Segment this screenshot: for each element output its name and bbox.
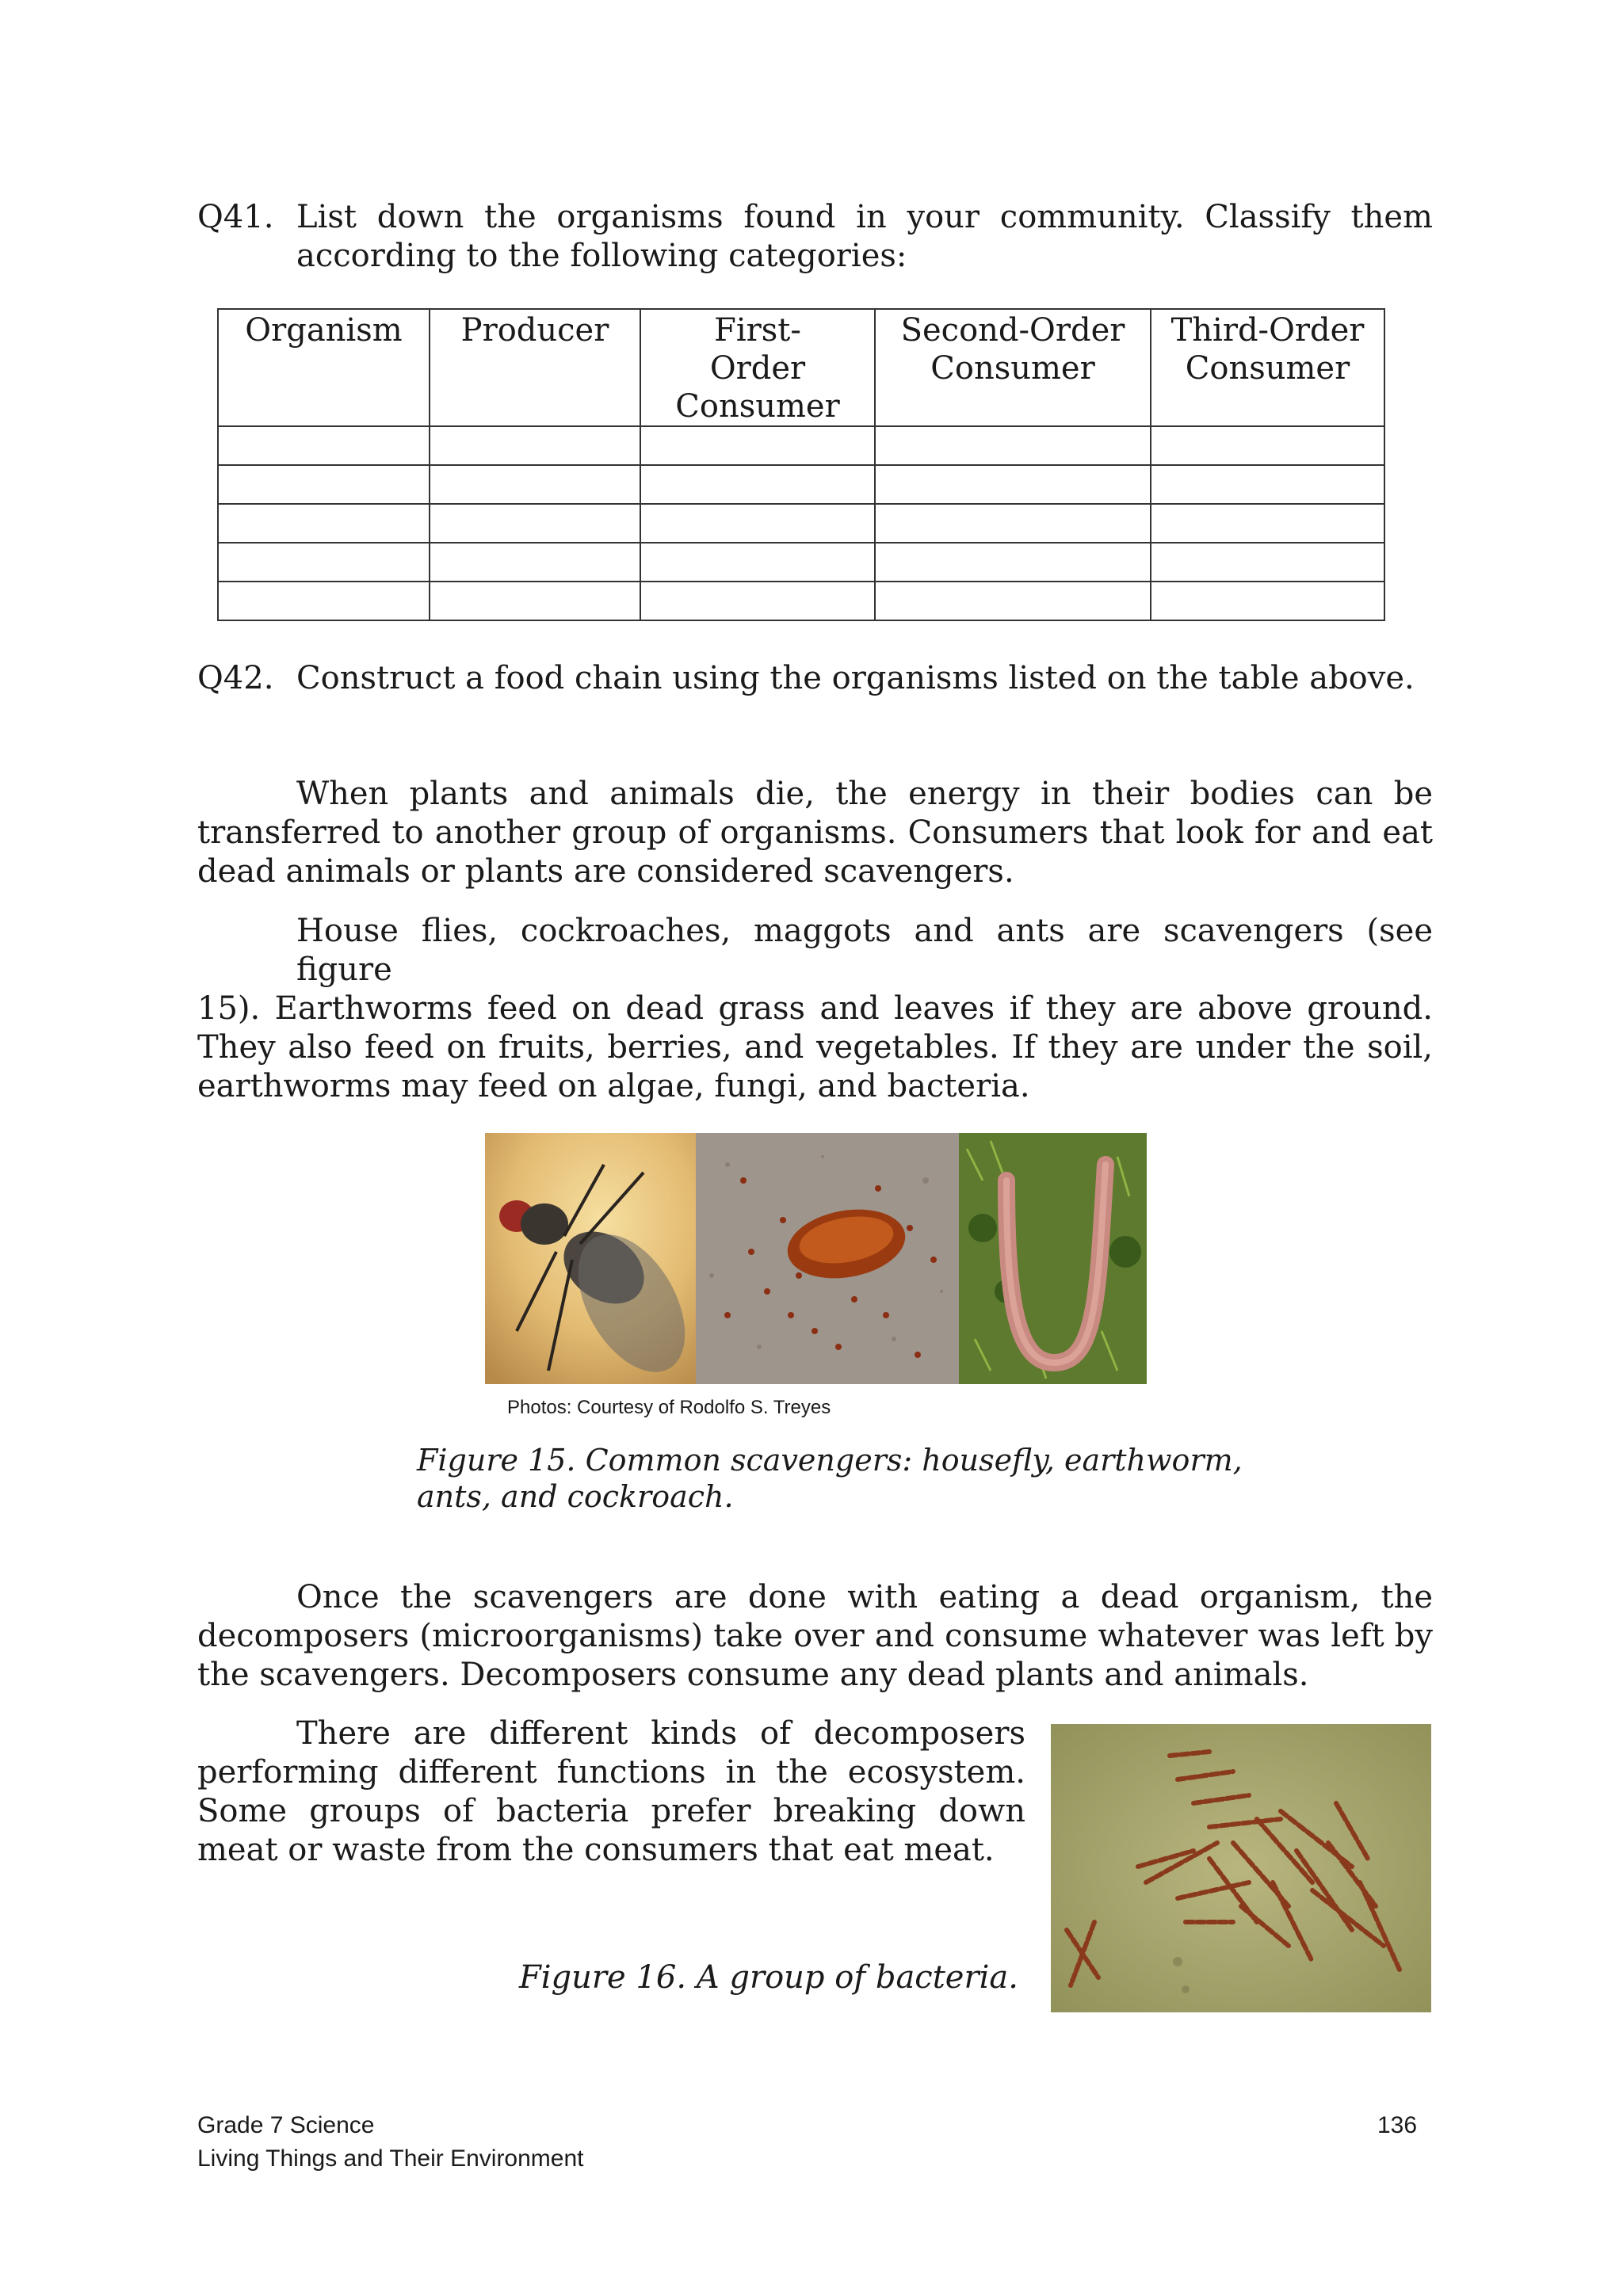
earthworm-photo (959, 1133, 1147, 1384)
table-cell[interactable] (875, 465, 1151, 504)
q41-text-line2: according to the following categories: (296, 238, 907, 274)
paragraph-line: meat or waste from the consumers that eat meat. (197, 1832, 995, 1868)
table-row (218, 543, 1384, 582)
paragraph-scavengers-intro (197, 775, 1433, 891)
paragraph-line: dead animals or plants are considered scavengers. (197, 853, 1014, 890)
q41-label: Q41. (197, 199, 274, 235)
table-cell[interactable] (1151, 465, 1384, 504)
header-organism: Organism (218, 309, 430, 426)
paragraph-line: Once the scavengers are done with eating a dead organism, the (296, 1579, 1433, 1615)
table-row (218, 582, 1384, 620)
header-first-order-consumer: First-Order Consumer (640, 309, 875, 426)
paragraph-line: There are different kinds of decomposers (296, 1715, 1025, 1752)
table-row (218, 465, 1384, 504)
paragraph-line: When plants and animals die, the energy in their bodies can be (296, 776, 1433, 812)
figure-15-caption-line2: ants, and cockroach. (417, 1479, 734, 1514)
table-cell[interactable] (640, 426, 875, 465)
header-second-order-consumer: Second-Order Consumer (875, 309, 1151, 426)
table-cell[interactable] (1151, 426, 1384, 465)
table-row (218, 504, 1384, 543)
table-cell[interactable] (430, 543, 640, 582)
header-producer: Producer (430, 309, 640, 426)
q42-text: Construct a food chain using the organisms listed on the table above. (296, 660, 1415, 696)
paragraph-decomposer-kinds (197, 1714, 1025, 1870)
figure-15-caption-line1: Figure 15. Common scavengers: housefly, earthworm, (417, 1443, 1243, 1478)
table-cell[interactable] (640, 582, 875, 620)
classification-table (217, 308, 1385, 621)
paragraph-line: performing different functions in the ecosystem. (197, 1754, 1025, 1791)
paragraph-decomposers-intro (197, 1578, 1433, 1695)
q42-label: Q42. (197, 660, 274, 696)
paragraph-line: House flies, cockroaches, maggots and ants are scavengers (see figure (296, 913, 1433, 988)
table-cell[interactable] (640, 504, 875, 543)
footer-unit-title: Living Things and Their Environment (197, 2145, 584, 2172)
paragraph-line: Some groups of bacteria prefer breaking down (197, 1793, 1025, 1829)
cockroach-ants-photo (696, 1133, 959, 1384)
figure-16-caption: Figure 16. A group of bacteria. (519, 1959, 1018, 1996)
paragraph-line: the scavengers. Decomposers consume any dead plants and animals. (197, 1657, 1309, 1693)
table-cell[interactable] (1151, 543, 1384, 582)
table-cell[interactable] (430, 504, 640, 543)
table-header-row (218, 309, 1384, 426)
table-cell[interactable] (430, 582, 640, 620)
table-cell[interactable] (640, 543, 875, 582)
table-cell[interactable] (875, 426, 1151, 465)
page-number: 136 (1377, 2112, 1418, 2138)
paragraph-line: 15). Earthworms feed on dead grass and leaves if they are above ground. (197, 990, 1433, 1027)
table-cell[interactable] (875, 582, 1151, 620)
paragraph-line: earthworms may feed on algae, fungi, and bacteria. (197, 1068, 1030, 1104)
table-cell[interactable] (430, 465, 640, 504)
table-cell[interactable] (640, 465, 875, 504)
table-row (218, 426, 1384, 465)
photo-credit: Photos: Courtesy of Rodolfo S. Treyes (507, 1397, 831, 1418)
table-cell[interactable] (430, 426, 640, 465)
paragraph-line: They also feed on fruits, berries, and vegetables. If they are under the soil, (197, 1029, 1433, 1066)
table-cell[interactable] (218, 504, 430, 543)
paragraph-scavenger-examples (197, 912, 1433, 1106)
bacteria-photo (1051, 1724, 1431, 2012)
table-cell[interactable] (875, 504, 1151, 543)
table-cell[interactable] (218, 426, 430, 465)
table-cell[interactable] (218, 582, 430, 620)
paragraph-line: decomposers (microorganisms) take over and consume whatever was left by (197, 1618, 1433, 1654)
q41-text-line1: List down the organisms found in your community. Classify them (296, 199, 1433, 235)
table-cell[interactable] (1151, 504, 1384, 543)
housefly-photo (485, 1133, 696, 1384)
header-third-order-consumer: Third-Order Consumer (1151, 309, 1384, 426)
table-cell[interactable] (875, 543, 1151, 582)
footer-subject: Grade 7 Science (197, 2112, 375, 2138)
paragraph-line: transferred to another group of organisms. Consumers that look for and eat (197, 814, 1433, 851)
table-cell[interactable] (218, 543, 430, 582)
table-cell[interactable] (1151, 582, 1384, 620)
table-cell[interactable] (218, 465, 430, 504)
